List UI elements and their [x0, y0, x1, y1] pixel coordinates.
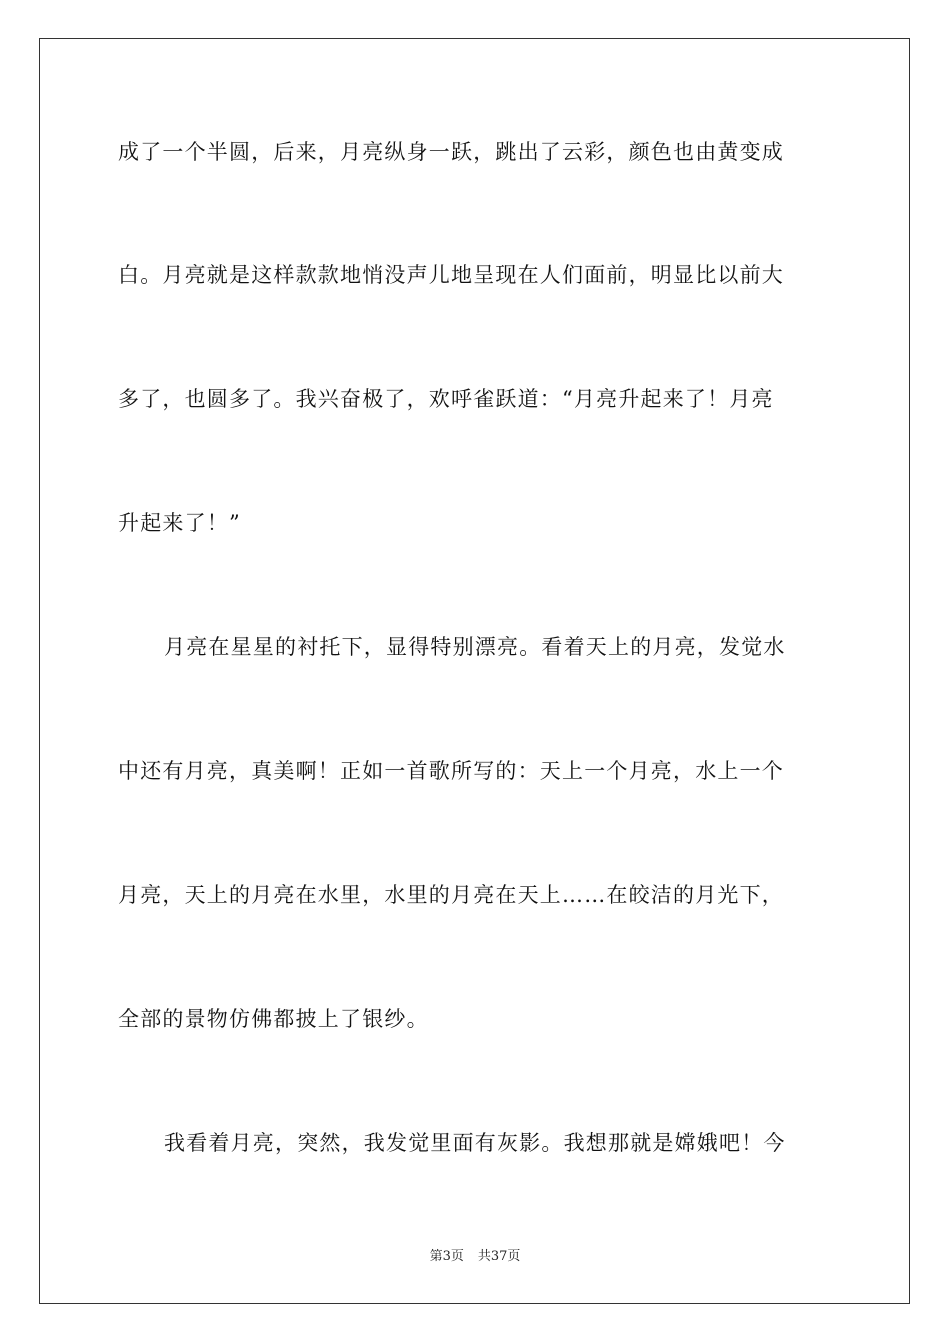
text-line-2: 白。月亮就是这样款款地悄没声儿地呈现在人们面前，明显比以前大 — [118, 263, 784, 287]
paragraph-start-line-5: 月亮在星星的衬托下，显得特别漂亮。看着天上的月亮，发觉水 — [164, 635, 786, 659]
text-line-8: 全部的景物仿佛都披上了银纱。 — [118, 1007, 429, 1031]
text-line-4: 升起来了！” — [118, 511, 241, 535]
page-footer — [0, 1248, 950, 1266]
total-pages: 共37页 — [477, 1249, 521, 1264]
text-line-3: 多了，也圆多了。我兴奋极了，欢呼雀跃道：“月亮升起来了！月亮 — [118, 387, 774, 411]
page-border — [39, 38, 910, 1304]
page-number: 第3页 — [429, 1249, 464, 1264]
text-line-1: 成了一个半圆，后来，月亮纵身一跃，跳出了云彩，颜色也由黄变成 — [118, 140, 784, 164]
text-line-7: 月亮，天上的月亮在水里，水里的月亮在天上……在皎洁的月光下， — [118, 883, 784, 907]
text-line-6: 中还有月亮，真美啊！正如一首歌所写的：天上一个月亮，水上一个 — [118, 759, 784, 783]
paragraph-start-line-9: 我看着月亮，突然，我发觉里面有灰影。我想那就是嫦娥吧！今 — [164, 1131, 786, 1155]
